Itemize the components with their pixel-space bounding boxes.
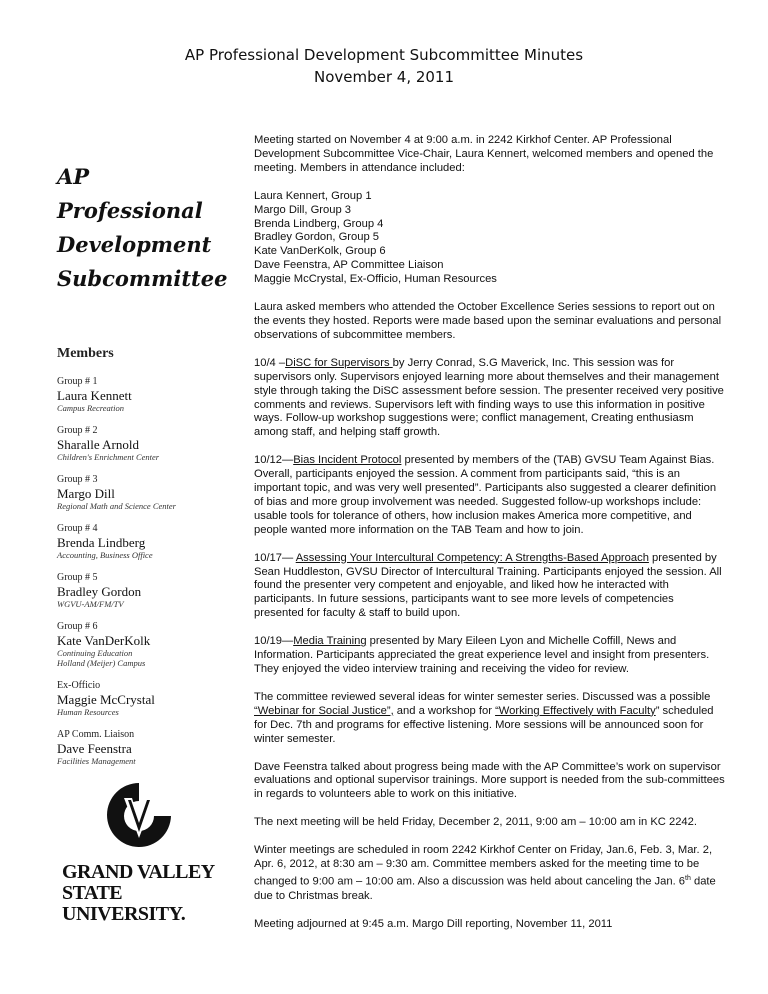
member-group: Group # 2 [57,425,98,436]
member-group: AP Comm. Liaison [57,729,135,740]
document-date: November 4, 2011 [313,68,455,86]
session-report [254,552,726,622]
attendee: Kate VanDerKolk, Group 6 [254,245,386,258]
attendee: Maggie McCrystal, Ex-Officio, Human Resources [254,273,497,286]
session-body: by Jerry Conrad, S.G Maverick, Inc. This session was for supervisors only. Supervisors enjoyed learning more about themselves and their management style through taking the DiSC assessment before session. The presenter received very positive comments and reviews. Supervisors left with finding ways to use this information in positive ways. Follow-up workshop suggestions were; conflict management, Creating enthusiasm among staff, and helping staff growth. [254,356,724,439]
member-dept: WGVU-AM/FM/TV [57,599,124,609]
winter-text: The committee reviewed several ideas for winter semester series. Discussed was a possible [254,690,711,703]
org-title [57,160,247,296]
document-title: AP Professional Development Subcommittee Minutes [184,46,584,64]
attendee: Brenda Lindberg, Group 4 [254,217,384,230]
member-entry [57,376,247,413]
org-title-line: AP [57,164,90,189]
member-dept: Regional Math and Science Center [57,501,176,511]
session-body: presented by Sean Huddleston, GVSU Director of Intercultural Training. Participants enjoyed the session. All found the presenter very competent and enjoyable, and liked how he interacted with participants. In future sessions, participants want to see more levels of competencies presented for faculty & staff to build upon. [254,551,722,620]
member-dept: Human Resources [57,707,119,717]
member-name: Laura Kennett [57,388,132,403]
workshop-title: “Working Effectively with Faculty [495,704,656,717]
member-dept: Children's Enrichment Center [57,452,160,462]
winter-meetings-text: Winter meetings are scheduled in room 2242 Kirkhof Center on Friday, Jan.6, Feb. 3, Mar. 2, Apr. 6, 2012, at 8:30 am – 9:30 am. Committee members asked for the meeting time to be changed to 9:00 am – 10:00 am. Also a discussion was held about canceling the Jan. 6 [254,844,713,888]
adjourn-paragraph: Meeting adjourned at 9:45 a.m. Margo Dill reporting, November 11, 2011 [254,917,613,930]
session-report [254,635,726,677]
attendee: Bradley Gordon, Group 5 [254,231,379,244]
session-date: 10/17— [254,551,296,564]
member-group: Group # 4 [57,523,98,534]
member-entry [57,425,247,462]
member-group: Group # 5 [57,572,98,583]
member-dept: Campus Recreation [57,403,124,413]
report-intro-paragraph: Laura asked members who attended the October Excellence Series sessions to report out on the events they hosted. Reports were made based upon the seminar evaluations and personal observations of subcommittee members. [254,301,722,341]
member-dept: Continuing Education Holland (Meijer) Campus [57,648,146,668]
session-title: Assessing Your Intercultural Competency: A Strengths-Based Approach [295,551,649,564]
webinar-title: “Webinar for Social Justice”, [254,704,394,717]
member-group: Group # 3 [57,474,98,485]
attendee: Laura Kennert, Group 1 [254,189,372,202]
member-group: Ex-Officio [57,680,101,691]
feenstra-paragraph: Dave Feenstra talked about progress being made with the AP Committee’s work on supervisor evaluations and optional supervisor trainings. More support is needed from the sub-committees in regards to volunteers able to work on this initiative. [254,760,725,801]
session-body: presented by Mary Eileen Lyon and Michelle Coffill, News and Information. Participants appreciated the great experience level and insight from presenters. They enjoyed the video interview training and receiving the video for review. [254,635,710,675]
logo-wordmark-line1: GRAND VALLEY [62,861,215,883]
member-name: Maggie McCrystal [57,692,155,707]
member-entry [57,680,247,717]
minutes-body [254,134,726,945]
session-title: Media Training [293,635,367,648]
session-date: 10/12— [254,454,294,467]
session-title: Bias Incident Protocol [293,454,402,467]
member-dept: Accounting, Business Office [57,550,153,560]
session-report [254,357,726,440]
gvsu-logo [62,780,222,925]
session-title: DiSC for Supervisors [285,356,393,369]
winter-meetings-text: date due to Christmas break. [254,875,716,902]
member-name: Bradley Gordon [57,584,142,599]
member-name: Margo Dill [57,486,115,501]
member-entry [57,621,247,668]
member-name: Brenda Lindberg [57,535,146,550]
winter-series-paragraph [254,691,726,747]
members-heading: Members [57,346,114,361]
winter-text: ” scheduled for Dec. 7th and programs for effective listening. More sessions will be announced soon for winter semester. [254,704,714,745]
member-entry [57,474,247,511]
logo-wordmark-line2: STATE UNIVERSITY. [62,882,186,925]
session-body: presented by members of the (TAB) GVSU Team Against Bias. Overall, participants enjoyed the session. A comment from participants said, “this is an important topic, and was very well presented”. Participants also suggested a clearer definition of bias and more group involvement was needed. Suggested follow-up workshops include: usable tools for tolerance of others, how inclusion makes America more competitive, and people wanted more information on the TAB Team and how to join. [254,454,717,536]
sidebar [57,160,247,778]
next-meeting-paragraph: The next meeting will be held Friday, December 2, 2011, 9:00 am – 10:00 am in KC 2242. [254,816,697,829]
org-title-line: Subcommittee [57,266,228,291]
document-header [0,44,768,88]
attendee: Margo Dill, Group 3 [254,203,351,216]
session-report [254,454,726,537]
org-title-line: Professional [57,198,203,223]
session-date: 10/4 – [254,356,286,369]
intro-paragraph: Meeting started on November 4 at 9:00 a.m. in 2242 Kirkhof Center. AP Professional Development Subcommittee Vice-Chair, Laura Kennert, welcomed members and opened the meeting. Members in attendance included: [254,134,714,174]
ordinal-suffix: th [685,874,691,882]
member-entry [57,572,247,609]
member-name: Kate VanDerKolk [57,633,151,648]
gvsu-logo-icon [104,780,174,852]
member-entry [57,729,247,766]
member-name: Dave Feenstra [57,741,132,756]
member-name: Sharalle Arnold [57,437,139,452]
attendee: Dave Feenstra, AP Committee Liaison [254,259,444,272]
member-entry [57,523,247,560]
winter-meetings-paragraph [254,844,726,903]
member-dept: Facilities Management [57,756,136,766]
member-group: Group # 1 [57,376,98,387]
org-title-line: Development [57,232,212,257]
session-date: 10/19— [254,635,294,648]
winter-text: and a workshop for [393,704,496,717]
member-group: Group # 6 [57,621,98,632]
